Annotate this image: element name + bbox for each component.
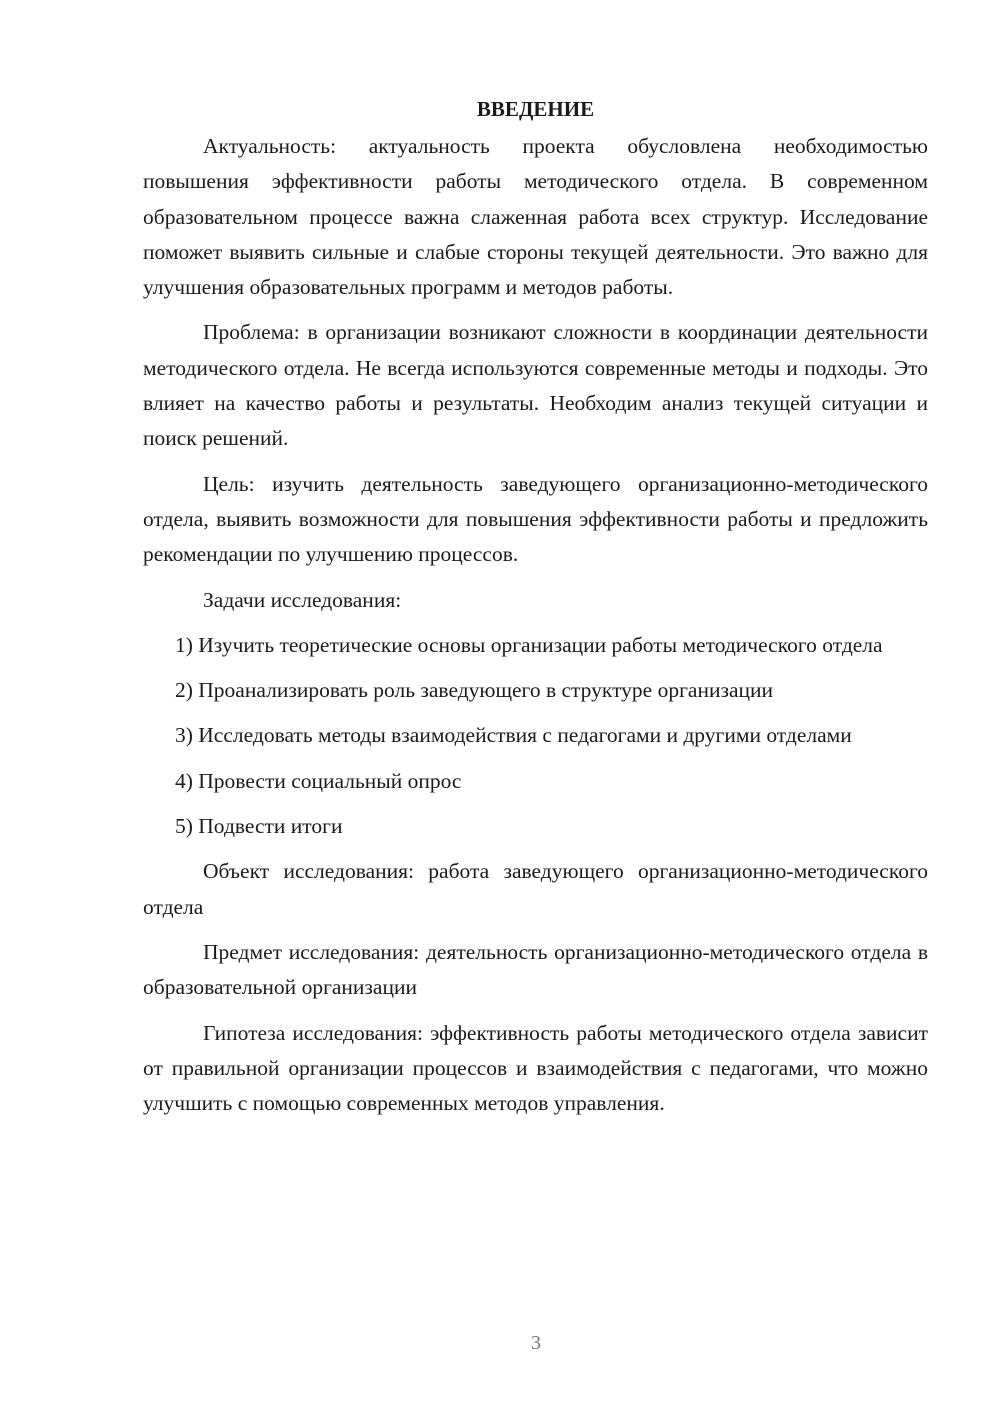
task-item-3: 3) Исследовать методы взаимодействия с педагогами и другими отделами bbox=[175, 723, 852, 748]
page-number: 3 bbox=[531, 1332, 541, 1354]
task-item-4: 4) Провести социальный опрос bbox=[175, 768, 462, 793]
section-title: ВВЕДЕНИЕ bbox=[476, 97, 595, 121]
task-item-1: 1) Изучить теоретические основы организации работы методического отдела bbox=[175, 632, 883, 657]
paragraph-hypothesis: Гипотеза исследования: эффективность работы методического отдела зависит от правильной организации процессов и взаимодействия с педагогами, что можно улучшить с помощью современных методов управления. bbox=[143, 1020, 928, 1116]
document-page bbox=[143, 92, 928, 1131]
tasks-heading: Задачи исследования: bbox=[203, 587, 402, 612]
paragraph-subject: Предмет исследования: деятельность организационно-методического отдела в образовательной организации bbox=[143, 939, 928, 1000]
task-item-5: 5) Подвести итоги bbox=[175, 814, 343, 839]
task-item-2: 2) Проанализировать роль заведующего в структуре организации bbox=[175, 678, 774, 703]
paragraph-goal: Цель: изучить деятельность заведующего организационно-методического отдела, выявить возможности для повышения эффективности работы и предложить рекомендации по улучшению процессов. bbox=[143, 471, 928, 567]
paragraph-object: Объект исследования: работа заведующего организационно-методического отдела bbox=[143, 859, 928, 919]
paragraph-problem: Проблема: в организации возникают сложности в координации деятельности методического отдела. Не всегда используются современные методы и подходы. Это влияет на качество работы и результаты. Необходим анализ текущей ситуации и поиск решений. bbox=[143, 320, 928, 451]
paragraph-relevance: Актуальность: актуальность проекта обусловлена необходимостью повышения эффективности работы методического отдела. В современном образовательном процессе важна слаженная работа всех структур. Исследование поможет выявить сильные и слабые стороны текущей деятельности. Это важно для улучшения образовательных программ и методов работы. bbox=[143, 134, 928, 300]
